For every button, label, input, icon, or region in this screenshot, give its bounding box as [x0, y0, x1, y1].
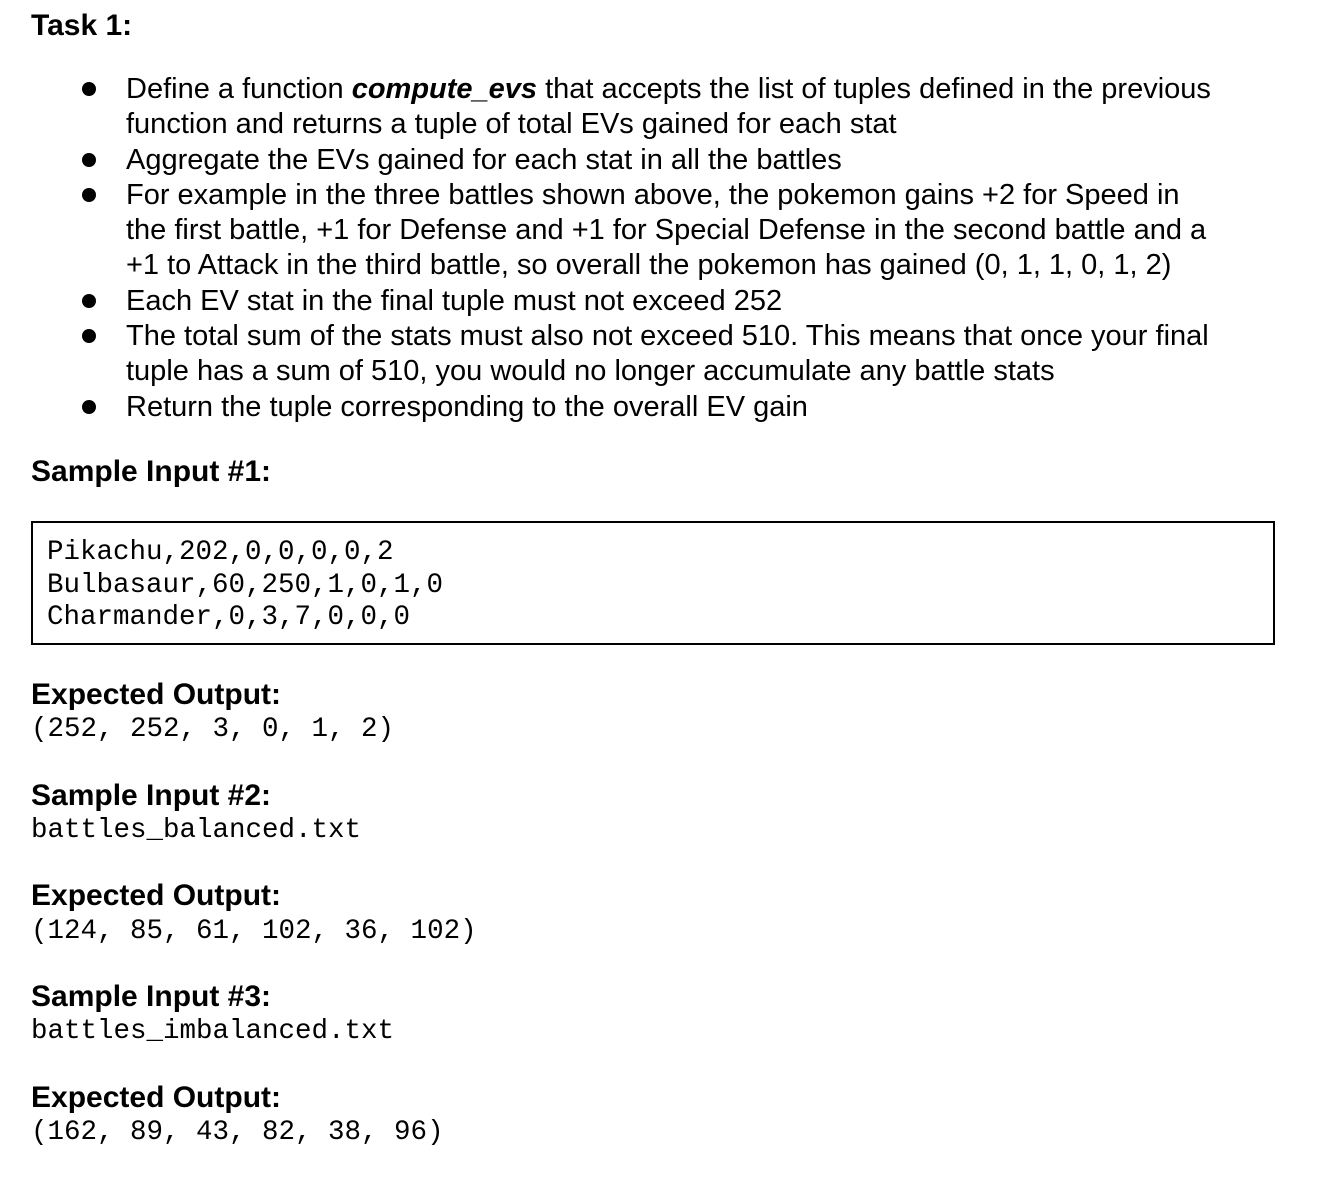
bullet-item-aggregate [0, 143, 1330, 178]
bullet-dot-icon [82, 82, 96, 96]
task-title: Task 1: [31, 9, 133, 42]
bullet-item-total-limit [0, 319, 1330, 390]
bullet-line: Define a function compute_evs that accepts the list of tuples defined in the previous [126, 73, 1211, 105]
bullet-item-return [0, 390, 1330, 425]
bullet-item-define-function [0, 72, 1330, 143]
bullet-item-stat-limit [0, 284, 1330, 319]
expected-output-2: (124, 85, 61, 102, 36, 102) [31, 916, 477, 947]
sample-input-2-heading: Sample Input #2: [31, 779, 272, 812]
sample-input-2-file: battles_balanced.txt [31, 815, 362, 846]
bullet-dot-icon [82, 188, 96, 202]
expected-output-3-heading: Expected Output: [31, 1081, 282, 1114]
sample-input-3-heading: Sample Input #3: [31, 980, 272, 1013]
bullet-line: Each EV stat in the final tuple must not exceed 252 [126, 284, 783, 317]
expected-output-3: (162, 89, 43, 82, 38, 96) [31, 1117, 444, 1148]
requirements-list [0, 72, 1330, 425]
bullet-line: Aggregate the EVs gained for each stat in all the battles [126, 143, 842, 176]
expected-output-1-heading: Expected Output: [31, 678, 282, 711]
bullet-dot-icon [82, 294, 96, 308]
bullet-line: +1 to Attack in the third battle, so overall the pokemon has gained (0, 1, 1, 0, 1, 2) [126, 249, 1172, 282]
bullet-line: tuple has a sum of 510, you would no longer accumulate any battle stats [126, 355, 1055, 388]
bullet-dot-icon [82, 153, 96, 167]
bullet-dot-icon [82, 329, 96, 343]
bullet-dot-icon [82, 400, 96, 414]
code-line: Charmander,0,3,7,0,0,0 [47, 602, 411, 633]
bullet-line: the first battle, +1 for Defense and +1 for Special Defense in the second battle and a [126, 214, 1207, 247]
function-name: compute_evs [351, 73, 538, 105]
bullet-line: Return the tuple corresponding to the overall EV gain [126, 390, 808, 423]
bullet-line: function and returns a tuple of total EVs gained for each stat [126, 108, 897, 141]
expected-output-1: (252, 252, 3, 0, 1, 2) [31, 714, 395, 745]
bullet-item-example [0, 178, 1330, 284]
sample-input-3-file: battles_imbalanced.txt [31, 1016, 395, 1047]
expected-output-2-heading: Expected Output: [31, 879, 282, 912]
bullet-line: For example in the three battles shown above, the pokemon gains +2 for Speed in [126, 178, 1180, 211]
code-line: Pikachu,202,0,0,0,0,2 [47, 537, 394, 568]
code-line: Bulbasaur,60,250,1,0,1,0 [47, 569, 444, 601]
bullet-line: The total sum of the stats must also not exceed 510. This means that once your final [126, 320, 1209, 353]
sample-input-1-heading: Sample Input #1: [31, 455, 272, 488]
sample-input-1-code-box [31, 521, 1275, 645]
